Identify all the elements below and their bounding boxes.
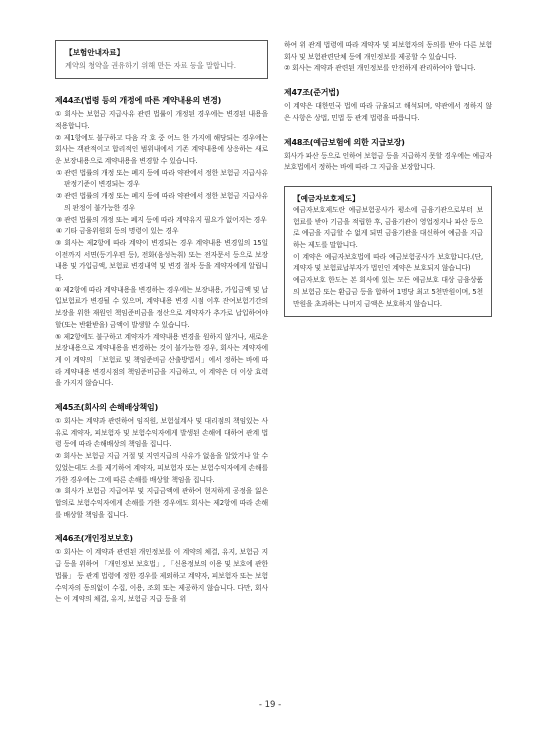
clause: ① 회사는 보험금 지급사유 관련 법률이 개정된 경우에는 변경된 내용을 적용합니다. xyxy=(55,110,268,130)
clause: ① 회사는 계약과 관련하여 임직원, 보험설계사 및 대리점의 책임있는 사유로 계약자, 피보험자 및 보험수익자에게 발생된 손해에 대하여 관계 법령 등에 따라 손해배상의 책임을 집니다. xyxy=(55,417,268,449)
article-heading: 제45조(회사의 손해배상책임) xyxy=(55,403,159,413)
deposit-protection-box xyxy=(284,186,492,317)
right-column xyxy=(284,40,492,317)
box-paragraph: 이 계약은 예금자보호법에 따라 예금보험공사가 보호합니다.(단, 계약자 및 보험료납부자가 법인인 계약은 보호되지 않습니다) xyxy=(293,252,483,273)
sub-clause: ④ 기타 금융위원회 등의 명령이 있는 경우 xyxy=(56,227,179,236)
article-47 xyxy=(284,87,492,124)
article-48 xyxy=(284,137,492,174)
box-paragraph: 예금자보호 한도는 본 회사에 있는 모든 예금보호 대상 금융상품의 보험금 또는 환급금 등을 합하여 1명당 최고 5천만원이며, 5천만원을 초과하는 나머지 금액은 보호하지 않습니다. xyxy=(293,276,483,308)
sub-clause: ② 관련 법률의 개정 또는 폐지 등에 따라 약관에서 정한 보험금 지급사유의 판정이 불가능한 경우 xyxy=(56,192,268,212)
clause: ③ 회사가 보험금 지급여부 및 지급금액에 관하여 현저하게 공정을 잃은 합의로 보험수익자에게 손해를 가한 경우에도 회사는 제2항에 따라 손해를 배상할 책임을 집니다. xyxy=(55,487,268,519)
clause: ① 회사는 이 계약과 관련된 개인정보를 이 계약의 체결, 유지, 보험금 지급 등을 위하여 「개인정보 보호법」, 「신용정보의 이용 및 보호에 관한 법률」 등 관계 법령에 정한 경우를 제외하고 계약자, 피보험자 또는 보험수익자의 동의없이 수집, 이용, 조회 또는 제공하지 않습니다. 다만, 회사는 이 계약의 체결, 유지, 보험금 지급 등을 위 xyxy=(55,548,268,604)
left-column xyxy=(55,40,268,618)
clause: ⑤ 제2항에도 불구하고 계약자가 계약내용 변경을 원하지 않거나, 새로운 보장내용으로 계약내용을 변경하는 것이 불가능한 경우, 회사는 계약자에게 이 계약의 「보험료 및 책임준비금 산출방법서」에서 정하는 바에 따라 계약내용 변경시점의 책임준비금을 지급하고, 이 계약은 더 이상 효력을 가지지 않습니다. xyxy=(55,332,268,388)
clause: ② 회사는 계약과 관련된 개인정보를 안전하게 관리하여야 합니다. xyxy=(284,64,476,73)
notice-text: 계약의 청약을 권유하기 위해 만든 자료 등을 말합니다. xyxy=(65,60,237,70)
article-44 xyxy=(55,95,268,390)
clause: ④ 제2항에 따라 계약내용을 변경하는 경우에는 보장내용, 가입금액 및 납입보험료가 변경될 수 있으며, 계약내용 변경 시점 이후 잔여보험기간의 보장을 위한 재원인 책임준비금을 정산으로 계약자가 추가로 납입하여야 할(또는 반환받을) 금액이 발생할 수 있습니다. xyxy=(55,285,268,329)
clause: ② 회사는 보험금 지급 거절 및 지연지급의 사유가 없음을 알았거나 알 수 있었는데도 소를 제기하여 계약자, 피보험자 또는 보험수익자에게 손해를 가한 경우에는 그에 따른 손해를 배상할 책임을 집니다. xyxy=(55,452,268,484)
clause: ③ 회사는 제2항에 따라 계약이 변경되는 경우 계약내용 변경일의 15일 이전까지 서면(등기우편 등), 전화(음성녹취) 또는 전자문서 등으로 보장내용 및 가입금액, 보험료 변경내역 및 변경 절차 등을 계약자에게 알립니다. xyxy=(55,238,268,283)
deposit-protection-title: 【예금자보호제도】 xyxy=(293,193,360,203)
article-46 xyxy=(55,533,268,606)
article-heading: 제46조(개인정보보호) xyxy=(55,534,133,544)
notice-box xyxy=(55,40,268,79)
article-heading: 제48조(예금보험에 의한 지급보장) xyxy=(284,137,405,147)
clause: ② 제1항에도 불구하고 다음 각 호 중 어느 한 가지에 해당되는 경우에는 회사는 객관적이고 합리적인 범위내에서 기존 계약내용에 상응하는 새로운 보장내용으로 계약내용을 변경할 수 있습니다. xyxy=(55,133,268,165)
page-number: - 19 - xyxy=(258,700,282,710)
clause: 회사가 파산 등으로 인하여 보험금 등을 지급하지 못할 경우에는 예금자보호법에서 정하는 바에 따라 그 지급을 보장합니다. xyxy=(284,151,492,172)
sub-clause: ① 관련 법률의 개정 또는 폐지 등에 따라 약관에서 정한 보험금 지급사유 판정기준이 변경되는 경우 xyxy=(56,168,268,189)
clause: 이 계약은 대한민국 법에 따라 규율되고 해석되며, 약관에서 정하지 않은 사항은 상법, 민법 등 관계 법령을 따릅니다. xyxy=(284,102,492,122)
notice-title: 【보험안내자료】 xyxy=(65,48,125,57)
article-45 xyxy=(55,402,268,521)
article-heading: 제47조(준거법) xyxy=(284,88,340,98)
clause: 하여 위 관계 법령에 따라 계약자 및 피보험자의 동의를 받아 다른 보험회사 및 보험관련단체 등에 개인정보를 제공할 수 있습니다. xyxy=(284,41,492,61)
box-paragraph: 예금자보호제도란 예금보험공사가 평소에 금융기관으로부터 보험료를 받아 기금을 적립한 후, 금융기관이 영업정지나 파산 등으로 예금을 지급할 수 없게 되면 금융기관을 대신하여 예금을 지급하는 제도를 말합니다. xyxy=(293,205,483,250)
article-46-continued xyxy=(284,40,492,75)
sub-clause: ③ 관련 법률의 개정 또는 폐지 등에 따라 계약유지 필요가 없어지는 경우 xyxy=(56,215,267,224)
article-heading: 제44조(법령 등의 개정에 따른 계약내용의 변경) xyxy=(55,96,222,106)
